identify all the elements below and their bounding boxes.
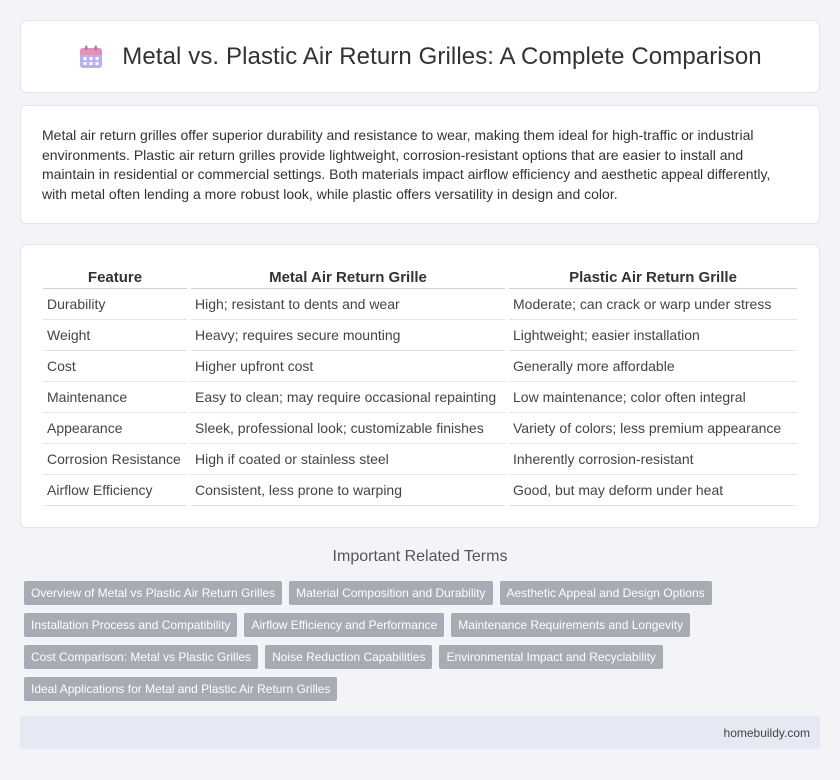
metal-cell: Higher upfront cost — [191, 351, 505, 382]
table-row — [43, 320, 797, 351]
feature-cell: Airflow Efficiency — [43, 475, 187, 506]
metal-cell: Sleek, professional look; customizable finishes — [191, 413, 505, 444]
plastic-cell: Variety of colors; less premium appearance — [509, 413, 797, 444]
plastic-cell: Generally more affordable — [509, 351, 797, 382]
feature-cell: Weight — [43, 320, 187, 351]
intro-paragraph: Metal air return grilles offer superior durability and resistance to wear, making them ideal for high-traffic or industrial environments. Plastic air return grilles provide lightweight, corrosion-resistant options that are easier to install and maintain in residential or commercial settings. Both materials impact airflow efficiency and aesthetic appeal differently, with metal often lending a more robust look, while plastic offers versatility in design and color. — [42, 127, 771, 202]
related-term-tag[interactable]: Cost Comparison: Metal vs Plastic Grilles — [24, 645, 258, 669]
related-term-tag[interactable]: Airflow Efficiency and Performance — [244, 613, 444, 637]
metal-cell: High; resistant to dents and wear — [191, 289, 505, 320]
tag-row — [24, 581, 804, 605]
footer — [20, 716, 820, 749]
related-terms-list — [24, 581, 804, 709]
table-row — [43, 475, 797, 506]
plastic-cell: Good, but may deform under heat — [509, 475, 797, 506]
header-plastic: Plastic Air Return Grille — [509, 265, 797, 289]
table-row — [43, 382, 797, 413]
feature-cell: Appearance — [43, 413, 187, 444]
table-row — [43, 289, 797, 320]
plastic-cell: Lightweight; easier installation — [509, 320, 797, 351]
table-row — [43, 351, 797, 382]
related-term-tag[interactable]: Ideal Applications for Metal and Plastic Air Return Grilles — [24, 677, 337, 701]
metal-cell: Heavy; requires secure mounting — [191, 320, 505, 351]
plastic-cell: Low maintenance; color often integral — [509, 382, 797, 413]
related-term-tag[interactable]: Noise Reduction Capabilities — [265, 645, 432, 669]
related-term-tag[interactable]: Maintenance Requirements and Longevity — [451, 613, 690, 637]
related-term-tag[interactable]: Installation Process and Compatibility — [24, 613, 237, 637]
table-row — [43, 413, 797, 444]
metal-cell: Consistent, less prone to warping — [191, 475, 505, 506]
feature-cell: Cost — [43, 351, 187, 382]
comparison-card — [20, 244, 820, 528]
table-header-row — [43, 265, 797, 289]
related-terms-title: Important Related Terms — [332, 548, 508, 565]
page-title: Metal vs. Plastic Air Return Grilles: A Complete Comparison — [122, 42, 762, 70]
header-feature: Feature — [43, 265, 187, 289]
feature-cell: Corrosion Resistance — [43, 444, 187, 475]
intro-card — [20, 105, 820, 224]
tag-row — [24, 677, 804, 701]
calendar-icon — [78, 44, 104, 70]
plastic-cell: Inherently corrosion-resistant — [509, 444, 797, 475]
table-row — [43, 444, 797, 475]
tag-row — [24, 613, 804, 637]
title-card — [20, 20, 820, 93]
feature-cell: Durability — [43, 289, 187, 320]
footer-site-link[interactable]: homebuildy.com — [723, 726, 810, 740]
tag-row — [24, 645, 804, 669]
metal-cell: High if coated or stainless steel — [191, 444, 505, 475]
related-term-tag[interactable]: Overview of Metal vs Plastic Air Return Grilles — [24, 581, 282, 605]
plastic-cell: Moderate; can crack or warp under stress — [509, 289, 797, 320]
feature-cell: Maintenance — [43, 382, 187, 413]
related-term-tag[interactable]: Aesthetic Appeal and Design Options — [500, 581, 712, 605]
related-term-tag[interactable]: Material Composition and Durability — [289, 581, 492, 605]
header-metal: Metal Air Return Grille — [191, 265, 505, 289]
comparison-table — [39, 265, 801, 506]
metal-cell: Easy to clean; may require occasional repainting — [191, 382, 505, 413]
related-term-tag[interactable]: Environmental Impact and Recyclability — [439, 645, 662, 669]
